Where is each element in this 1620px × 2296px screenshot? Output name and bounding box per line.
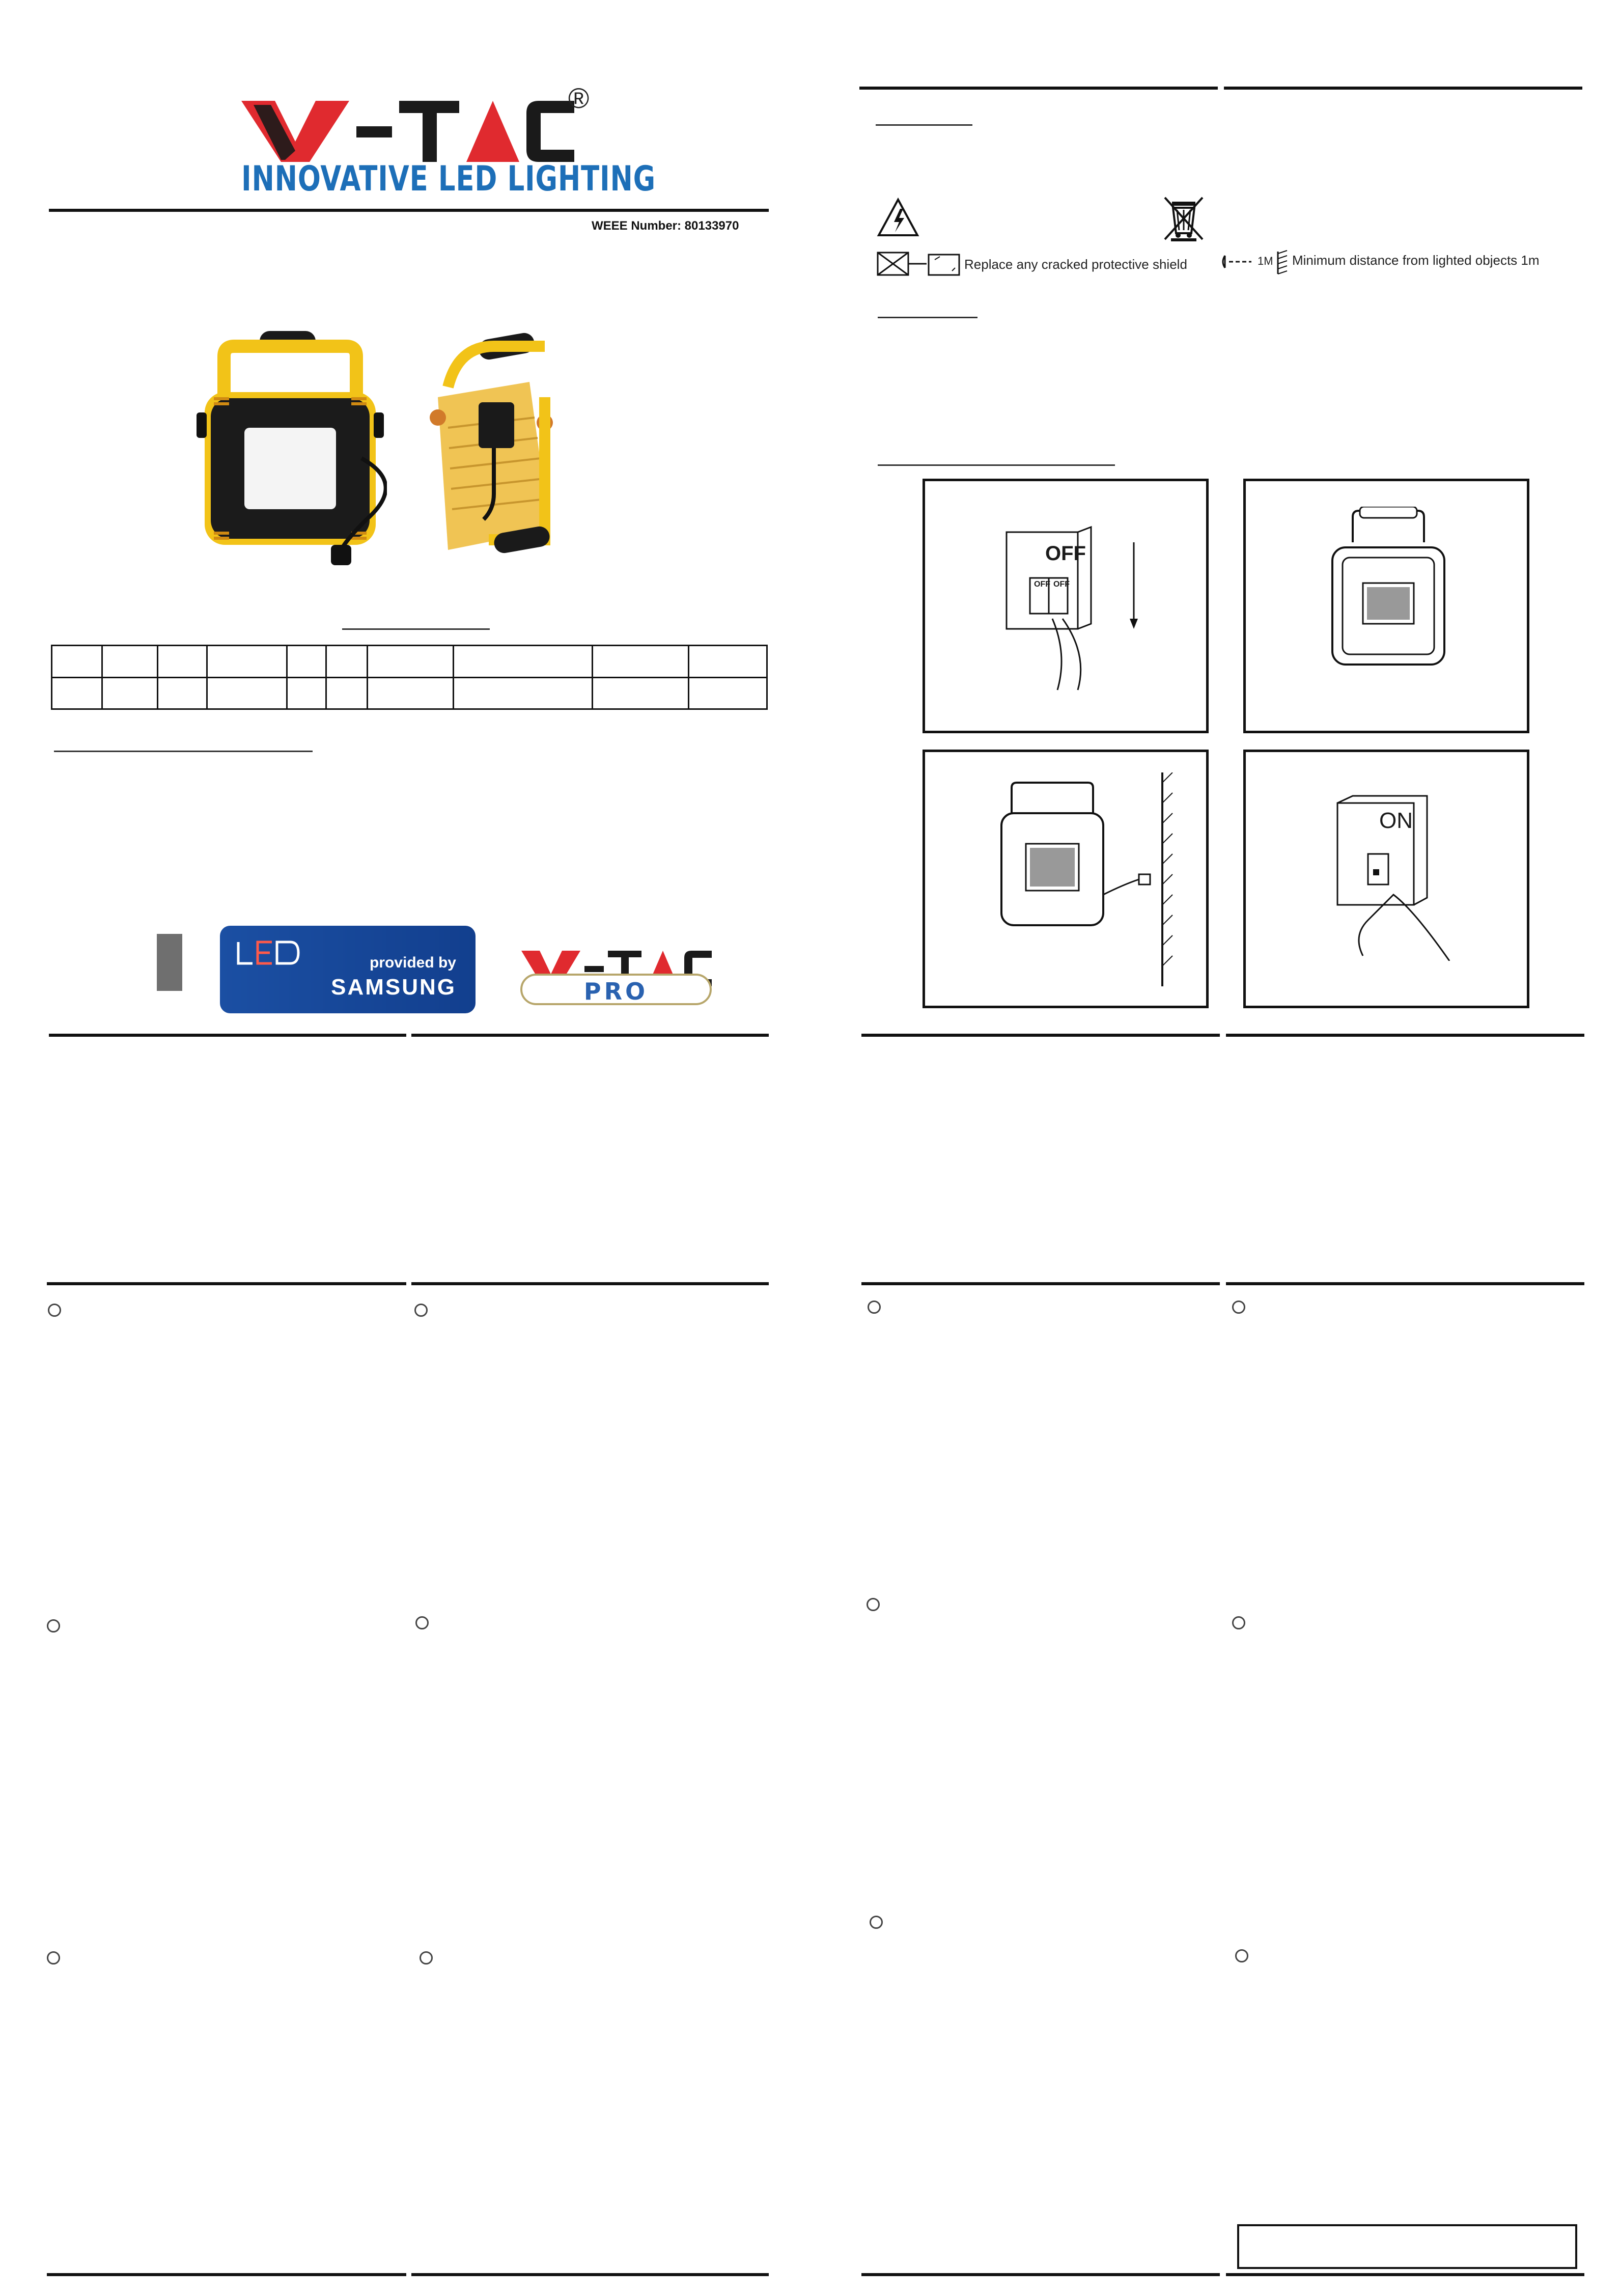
switch-off-left: OFF <box>1034 580 1050 589</box>
language-marker <box>47 1951 60 1965</box>
install-step-2 <box>1243 479 1529 733</box>
switch-off-right: OFF <box>1053 580 1070 589</box>
pro-badge <box>520 974 712 1005</box>
lighted-object-icon <box>1276 250 1290 276</box>
samsung-provided-by: provided by <box>369 954 456 971</box>
divider <box>49 209 769 212</box>
samsung-led-badge <box>220 926 476 1013</box>
language-marker <box>1232 1616 1245 1629</box>
spec-table <box>51 645 768 710</box>
divider <box>1226 1282 1584 1285</box>
floodlight-front-illustration <box>1327 507 1449 680</box>
language-marker <box>1232 1301 1245 1314</box>
pro-label: PRO <box>583 978 649 1005</box>
language-marker <box>870 1916 883 1929</box>
samsung-name: SAMSUNG <box>331 975 456 1000</box>
divider <box>1224 87 1582 90</box>
switch-off-label: OFF <box>1045 542 1086 565</box>
cracked-shield-icon <box>876 251 962 279</box>
switch-on-label: ON <box>1379 808 1413 833</box>
weee-bin-icon <box>1162 195 1206 241</box>
distance-value: 1M <box>1258 255 1273 267</box>
install-step-3 <box>923 750 1209 1008</box>
product-photo-back <box>417 326 585 570</box>
divider <box>876 124 972 126</box>
install-step-4 <box>1243 750 1529 1008</box>
divider <box>411 1282 769 1285</box>
min-distance-text: Minimum distance from lighted objects 1m <box>1292 253 1540 268</box>
plug-in-illustration <box>986 772 1200 986</box>
language-marker <box>420 1951 433 1965</box>
weee-number: WEEE Number: 80133970 <box>592 219 739 233</box>
divider <box>859 87 1218 90</box>
divider <box>47 2273 406 2276</box>
divider <box>861 2273 1220 2276</box>
language-marker <box>47 1619 60 1633</box>
divider <box>411 1034 769 1037</box>
divider <box>861 1034 1220 1037</box>
divider <box>1226 2273 1584 2276</box>
language-marker <box>415 1616 429 1629</box>
divider <box>47 1282 406 1285</box>
language-marker <box>867 1598 880 1611</box>
grey-block <box>157 934 182 991</box>
distance-icon <box>1220 252 1253 272</box>
divider <box>342 628 490 630</box>
divider <box>411 2273 769 2276</box>
led-icon <box>233 936 304 972</box>
registered-mark: ® <box>568 82 590 114</box>
replace-shield-text: Replace any cracked protective shield <box>964 257 1187 272</box>
divider <box>861 1282 1220 1285</box>
language-marker <box>1235 1949 1248 1962</box>
language-marker <box>868 1301 881 1314</box>
divider <box>878 317 977 318</box>
product-photo-front <box>193 326 387 570</box>
install-step-1 <box>923 479 1209 733</box>
divider <box>49 1034 406 1037</box>
divider <box>878 464 1115 466</box>
code-box <box>1237 2224 1577 2269</box>
high-voltage-icon <box>877 198 919 237</box>
divider <box>1226 1034 1584 1037</box>
language-marker <box>414 1304 428 1317</box>
language-marker <box>48 1304 61 1317</box>
divider <box>54 751 313 752</box>
brand-tagline: INNOVATIVE LED LIGHTING <box>241 159 656 199</box>
